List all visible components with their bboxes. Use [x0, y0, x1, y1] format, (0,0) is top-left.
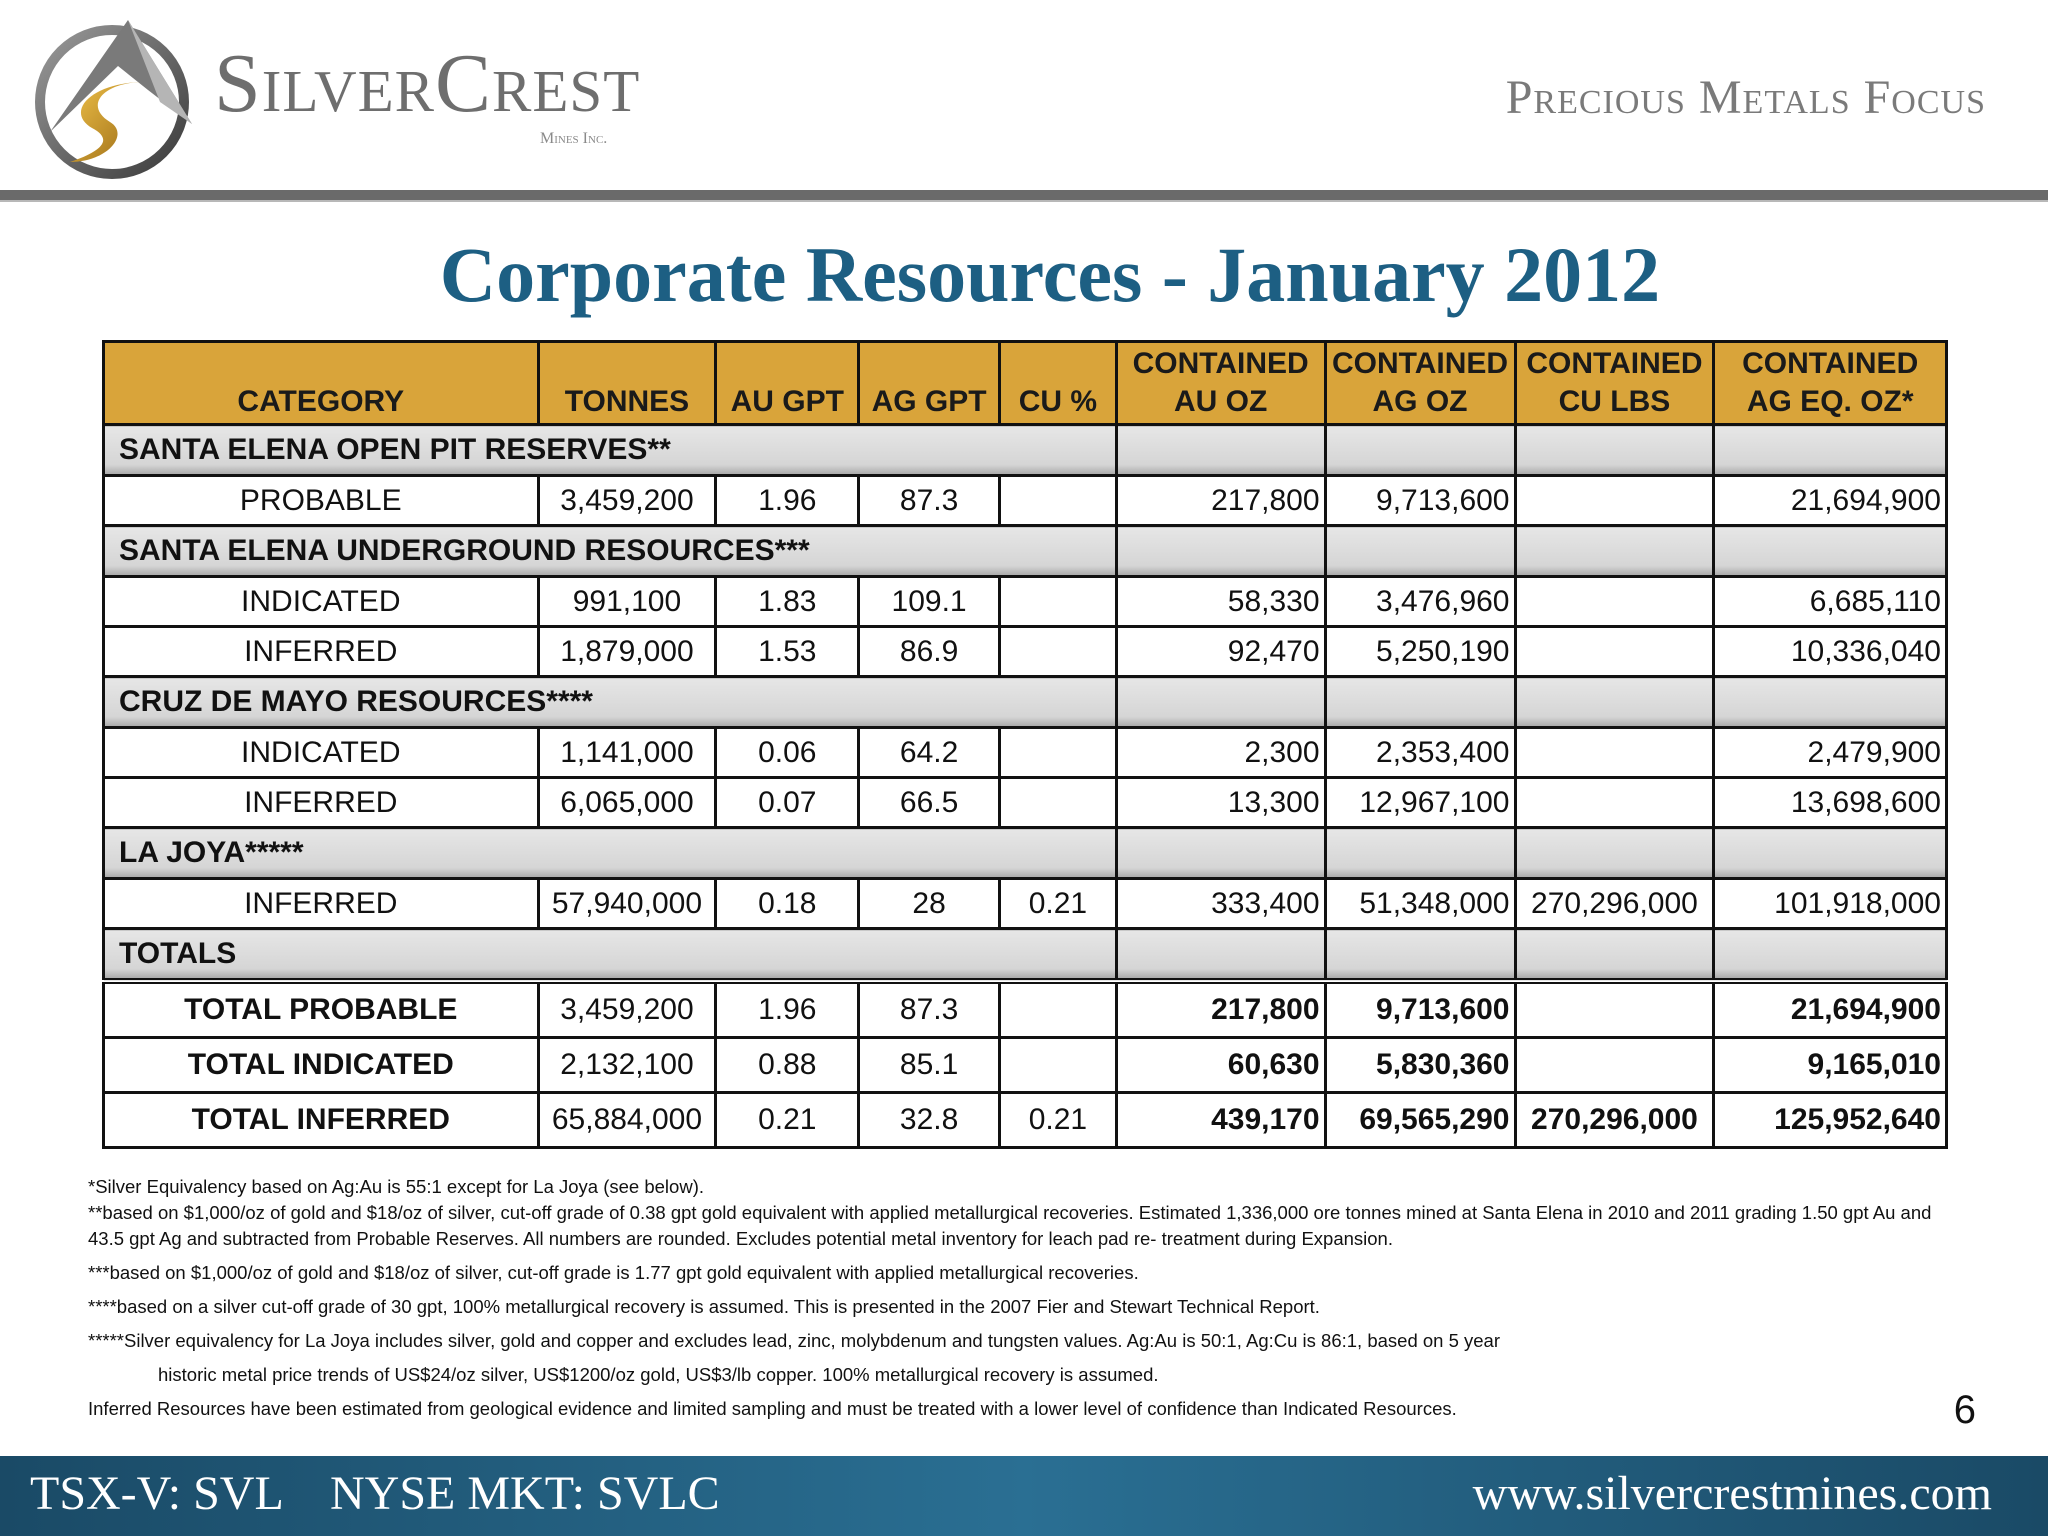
table-header-row [104, 342, 1947, 425]
table-cell: 0.07 [716, 778, 859, 828]
column-header [1325, 342, 1515, 425]
table-cell [1515, 1038, 1714, 1093]
table-cell: 1.96 [716, 476, 859, 526]
header-divider [0, 190, 2048, 202]
table-row [104, 728, 1947, 778]
column-header-line2: AG EQ. OZ* [1746, 385, 1914, 418]
table-cell: 2,479,900 [1714, 728, 1947, 778]
table-cell: 991,100 [538, 577, 716, 627]
table-cell: 87.3 [859, 981, 1000, 1038]
page-title: Corporate Resources - January 2012 [439, 231, 1661, 318]
table-cell: 57,940,000 [538, 879, 716, 929]
table-row [104, 476, 1947, 526]
table-cell: 9,713,600 [1325, 981, 1515, 1038]
table-cell: TOTAL PROBABLE [104, 981, 539, 1038]
table-cell: 1,141,000 [538, 728, 716, 778]
footnote-cruz-de-mayo: ****based on a silver cut-off grade of 30 gpt, 100% metallurgical recovery is assumed. This is presented in the 2007 Fier and Stewart Technical Report. [88, 1296, 1320, 1317]
table-cell: 3,459,200 [538, 981, 716, 1038]
table-cell: 13,300 [1116, 778, 1325, 828]
table-cell: 85.1 [859, 1038, 1000, 1093]
section-empty-cell [1325, 929, 1515, 982]
column-header-line2: AG OZ [1372, 385, 1468, 418]
table-cell [1000, 627, 1117, 677]
section-empty-cell [1515, 526, 1714, 577]
section-label: SANTA ELENA UNDERGROUND RESOURCES*** [104, 526, 1117, 577]
table-cell: 1.96 [716, 981, 859, 1038]
column-header [859, 342, 1000, 425]
section-empty-cell [1325, 425, 1515, 476]
table-cell: 3,476,960 [1325, 577, 1515, 627]
column-header-line2: TONNES [564, 385, 690, 418]
column-header-line2: AG GPT [871, 385, 987, 418]
section-row [104, 677, 1947, 728]
section-label: LA JOYA***** [104, 828, 1117, 879]
section-empty-cell [1116, 425, 1325, 476]
table-cell: 1.53 [716, 627, 859, 677]
section-empty-cell [1515, 677, 1714, 728]
table-cell: 21,694,900 [1714, 476, 1947, 526]
table-cell: 9,713,600 [1325, 476, 1515, 526]
table-cell [1000, 981, 1117, 1038]
table-cell: 270,296,000 [1515, 1093, 1714, 1148]
table-cell: 6,685,110 [1714, 577, 1947, 627]
section-row [104, 828, 1947, 879]
table-cell: INFERRED [104, 879, 539, 929]
table-cell: INFERRED [104, 778, 539, 828]
column-header-line2: CU LBS [1558, 385, 1671, 418]
table-cell: TOTAL INDICATED [104, 1038, 539, 1093]
table-cell [1515, 476, 1714, 526]
table-cell: 58,330 [1116, 577, 1325, 627]
footnote-la-joya: *****Silver equivalency for La Joya includes silver, gold and copper and excludes lead, zinc, molybdenum and tungsten values. Ag:Au is 50:1, Ag:Cu is 86:1, based on 5 year [88, 1330, 1501, 1351]
column-header [716, 342, 859, 425]
section-empty-cell [1714, 828, 1947, 879]
footnote-santa-elena-reserves: **based on $1,000/oz of gold and $18/oz of silver, cut-off grade of 0.38 gpt gold equivalent with applied metallurgical recoveries. Estimated 1,336,000 ore tonnes mined at Santa Elena in 2010 and 2011 grading 1.50 gpt Au and 43.5 gpt Ag and subtracted from Probable Reserves. All numbers are rounded. Excludes potential metal inventory for leach pad re- treatment during Expansion. [88, 1202, 1932, 1249]
table-cell: 1,879,000 [538, 627, 716, 677]
company-name: SilverCrest [214, 37, 641, 130]
section-label: SANTA ELENA OPEN PIT RESERVES** [104, 425, 1117, 476]
section-empty-cell [1116, 526, 1325, 577]
table-cell [1000, 577, 1117, 627]
table-row [104, 577, 1947, 627]
column-header-line2: AU GPT [730, 385, 844, 418]
table-cell: 51,348,000 [1325, 879, 1515, 929]
table-cell: 9,165,010 [1714, 1038, 1947, 1093]
column-header-line1: CONTAINED [1132, 347, 1309, 380]
column-header [1714, 342, 1947, 425]
silvercrest-logo-icon [30, 12, 200, 182]
total-row [104, 981, 1947, 1038]
table-cell: INDICATED [104, 728, 539, 778]
tagline: Precious Metals Focus [1505, 71, 1986, 124]
column-header [538, 342, 716, 425]
table-cell: 0.18 [716, 879, 859, 929]
table-cell [1000, 728, 1117, 778]
section-empty-cell [1116, 677, 1325, 728]
table-cell: 5,250,190 [1325, 627, 1515, 677]
table-cell: 217,800 [1116, 981, 1325, 1038]
column-header [1515, 342, 1714, 425]
table-cell: 0.88 [716, 1038, 859, 1093]
table-cell: 0.21 [1000, 1093, 1117, 1148]
stock-tickers: TSX-V: SVL NYSE MKT: SVLC [30, 1467, 720, 1520]
column-header [104, 342, 539, 425]
section-empty-cell [1325, 828, 1515, 879]
table-cell: 64.2 [859, 728, 1000, 778]
table-cell [1515, 981, 1714, 1038]
section-empty-cell [1325, 526, 1515, 577]
table-cell [1000, 476, 1117, 526]
table-cell: 87.3 [859, 476, 1000, 526]
table-cell: 217,800 [1116, 476, 1325, 526]
table-cell: 69,565,290 [1325, 1093, 1515, 1148]
section-empty-cell [1515, 828, 1714, 879]
table-cell: 333,400 [1116, 879, 1325, 929]
table-cell: 28 [859, 879, 1000, 929]
section-empty-cell [1515, 929, 1714, 982]
section-label: CRUZ DE MAYO RESOURCES**** [104, 677, 1117, 728]
header [0, 0, 2048, 192]
column-header-line2: CATEGORY [237, 385, 405, 418]
table-cell: 10,336,040 [1714, 627, 1947, 677]
column-header-line1: CONTAINED [1526, 347, 1703, 380]
section-row [104, 526, 1947, 577]
table-cell: 270,296,000 [1515, 879, 1714, 929]
total-row [104, 1093, 1947, 1148]
section-empty-cell [1714, 677, 1947, 728]
table-cell [1515, 778, 1714, 828]
table-cell: 21,694,900 [1714, 981, 1947, 1038]
table-cell: 65,884,000 [538, 1093, 716, 1148]
column-header-line2: CU % [1018, 385, 1098, 418]
table-cell: 86.9 [859, 627, 1000, 677]
column-header [1116, 342, 1325, 425]
table-cell: 2,353,400 [1325, 728, 1515, 778]
footnote-santa-elena-underground: ***based on $1,000/oz of gold and $18/oz of silver, cut-off grade is 1.77 gpt gold equivalent with applied metallurgical recoveries. [88, 1262, 1139, 1283]
table-cell [1000, 1038, 1117, 1093]
section-row [104, 929, 1947, 982]
table-row [104, 627, 1947, 677]
table-cell: 0.06 [716, 728, 859, 778]
table-body [104, 425, 1947, 1148]
resources-table [102, 340, 1948, 1149]
table-cell: 2,300 [1116, 728, 1325, 778]
table-cell [1515, 577, 1714, 627]
table-cell: 60,630 [1116, 1038, 1325, 1093]
table-cell: INDICATED [104, 577, 539, 627]
table-cell [1515, 728, 1714, 778]
column-header [1000, 342, 1117, 425]
table-cell: 12,967,100 [1325, 778, 1515, 828]
table-cell: 13,698,600 [1714, 778, 1947, 828]
section-empty-cell [1116, 828, 1325, 879]
table-cell: 32.8 [859, 1093, 1000, 1148]
column-header-line1: CONTAINED [1742, 347, 1919, 380]
table-cell: 3,459,200 [538, 476, 716, 526]
table-cell: 1.83 [716, 577, 859, 627]
column-header-line2: AU OZ [1173, 385, 1268, 418]
footnote-inferred-disclaimer: Inferred Resources have been estimated from geological evidence and limited sampling and must be treated with a lower level of confidence than Indicated Resources. [88, 1398, 1457, 1419]
section-row [104, 425, 1947, 476]
page-number: 6 [1953, 1388, 1976, 1432]
total-row [104, 1038, 1947, 1093]
table-cell: 2,132,100 [538, 1038, 716, 1093]
footer-bar [0, 1456, 2048, 1536]
table-cell: INFERRED [104, 627, 539, 677]
table-cell: 125,952,640 [1714, 1093, 1947, 1148]
table-cell: 0.21 [1000, 879, 1117, 929]
section-empty-cell [1325, 677, 1515, 728]
table-cell: TOTAL INFERRED [104, 1093, 539, 1148]
footnotes [88, 1174, 1968, 1422]
table-cell: 101,918,000 [1714, 879, 1947, 929]
table-cell: 0.21 [716, 1093, 859, 1148]
footnote-silver-equivalency: *Silver Equivalency based on Ag:Au is 55:1 except for La Joya (see below). [88, 1176, 704, 1197]
section-label: TOTALS [104, 929, 1117, 982]
section-empty-cell [1515, 425, 1714, 476]
table-cell: 66.5 [859, 778, 1000, 828]
table-cell: 109.1 [859, 577, 1000, 627]
section-empty-cell [1714, 526, 1947, 577]
table-row [104, 879, 1947, 929]
table-cell [1515, 627, 1714, 677]
table-cell: 5,830,360 [1325, 1038, 1515, 1093]
website-link[interactable]: www.silvercrestmines.com [1472, 1467, 1992, 1520]
table-cell: 6,065,000 [538, 778, 716, 828]
section-empty-cell [1714, 425, 1947, 476]
column-header-line1: CONTAINED [1331, 347, 1509, 380]
section-empty-cell [1116, 929, 1325, 982]
table-cell: 92,470 [1116, 627, 1325, 677]
table-cell: PROBABLE [104, 476, 539, 526]
table-cell [1000, 778, 1117, 828]
section-empty-cell [1714, 929, 1947, 982]
table-cell: 439,170 [1116, 1093, 1325, 1148]
company-suffix: Mines Inc. [540, 130, 608, 147]
table-row [104, 778, 1947, 828]
footnote-la-joya-continued: historic metal price trends of US$24/oz silver, US$1200/oz gold, US$3/lb copper. 100% metallurgical recovery is assumed. [158, 1364, 1159, 1385]
